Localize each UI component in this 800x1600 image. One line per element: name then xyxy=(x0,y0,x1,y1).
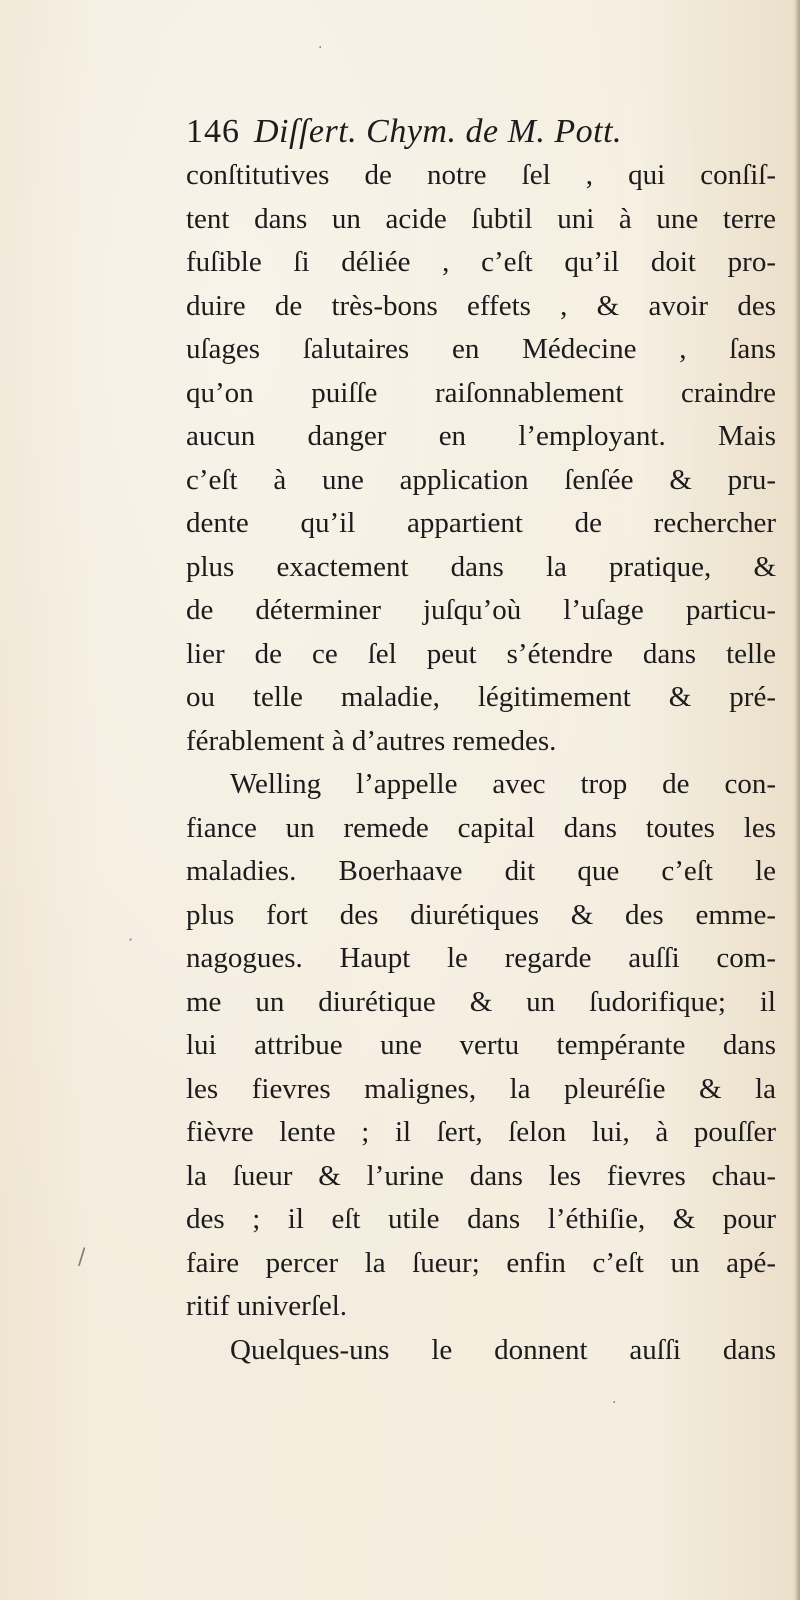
paper-speck: · xyxy=(318,40,323,56)
margin-pencil-mark: / xyxy=(78,1245,86,1270)
text-line: ritif univerſel. xyxy=(186,1290,348,1322)
page-edge-shadow xyxy=(794,0,800,1600)
text-line: conſtitutives de notre ſel , qui conſiſ- xyxy=(186,159,776,191)
page-header xyxy=(186,108,776,156)
page-number: 146 xyxy=(186,113,240,150)
text-line: des ; il eſt utile dans l’éthiſie, & pour xyxy=(186,1203,776,1235)
text-line: c’eſt à une application ſenſée & pru- xyxy=(186,463,776,496)
text-line: férablement à d’autres remedes. xyxy=(186,724,557,757)
text-line: plus fort des diurétiques & des emme- xyxy=(186,898,776,931)
text-line: dente qu’il appartient de rechercher xyxy=(186,507,776,539)
text-line: tent dans un acide ſubtil uni à une terre xyxy=(186,202,776,235)
text-line: fièvre lente ; il ſert, ſelon lui, à pouſſer xyxy=(186,1116,776,1148)
text-line: lui attribue une vertu tempérante dans xyxy=(186,1029,776,1061)
paragraph-3 xyxy=(186,1329,776,1373)
text-line: ou telle maladie, légitimement & pré- xyxy=(186,681,776,713)
paragraph-1 xyxy=(186,154,776,763)
text-line: duire de très-bons effets , & avoir des xyxy=(186,289,776,322)
paper-speck: · xyxy=(128,930,134,949)
text-line: aucun danger en l’employant. Mais xyxy=(186,420,776,452)
running-head: Diſſert. Chym. de M. Pott. xyxy=(254,113,623,150)
text-line: Welling l’appelle avec trop de con- xyxy=(230,768,776,800)
text-line: me un diurétique & un ſudorifique; il xyxy=(186,985,776,1018)
text-line: Quelques-uns le donnent auſſi dans xyxy=(230,1333,776,1366)
text-line: maladies. Boerhaave dit que c’eſt le xyxy=(186,855,776,887)
text-line: les fievres malignes, la pleuréſie & la xyxy=(186,1072,776,1105)
text-line: qu’on puiſſe raiſonnablement craindre xyxy=(186,376,776,409)
body-text xyxy=(186,154,776,1372)
text-line: plus exactement dans la pratique, & xyxy=(186,550,776,583)
text-line: faire percer la ſueur; enfin c’eſt un apé- xyxy=(186,1246,776,1279)
text-line: la ſueur & l’urine dans les fievres chau- xyxy=(186,1159,776,1192)
paper-speck: · xyxy=(612,1395,617,1411)
text-line: de déterminer juſqu’où l’uſage particu- xyxy=(186,594,776,626)
text-line: fiance un remede capital dans toutes les xyxy=(186,811,776,844)
text-line: uſages ſalutaires en Médecine , ſans xyxy=(186,333,776,365)
text-line: lier de ce ſel peut s’étendre dans telle xyxy=(186,637,776,670)
page-text xyxy=(186,108,776,1372)
text-line: nagogues. Haupt le regarde auſſi com- xyxy=(186,942,776,974)
paragraph-2 xyxy=(186,763,776,1329)
text-line: fuſible ſi déliée , c’eſt qu’il doit pro- xyxy=(186,246,776,278)
